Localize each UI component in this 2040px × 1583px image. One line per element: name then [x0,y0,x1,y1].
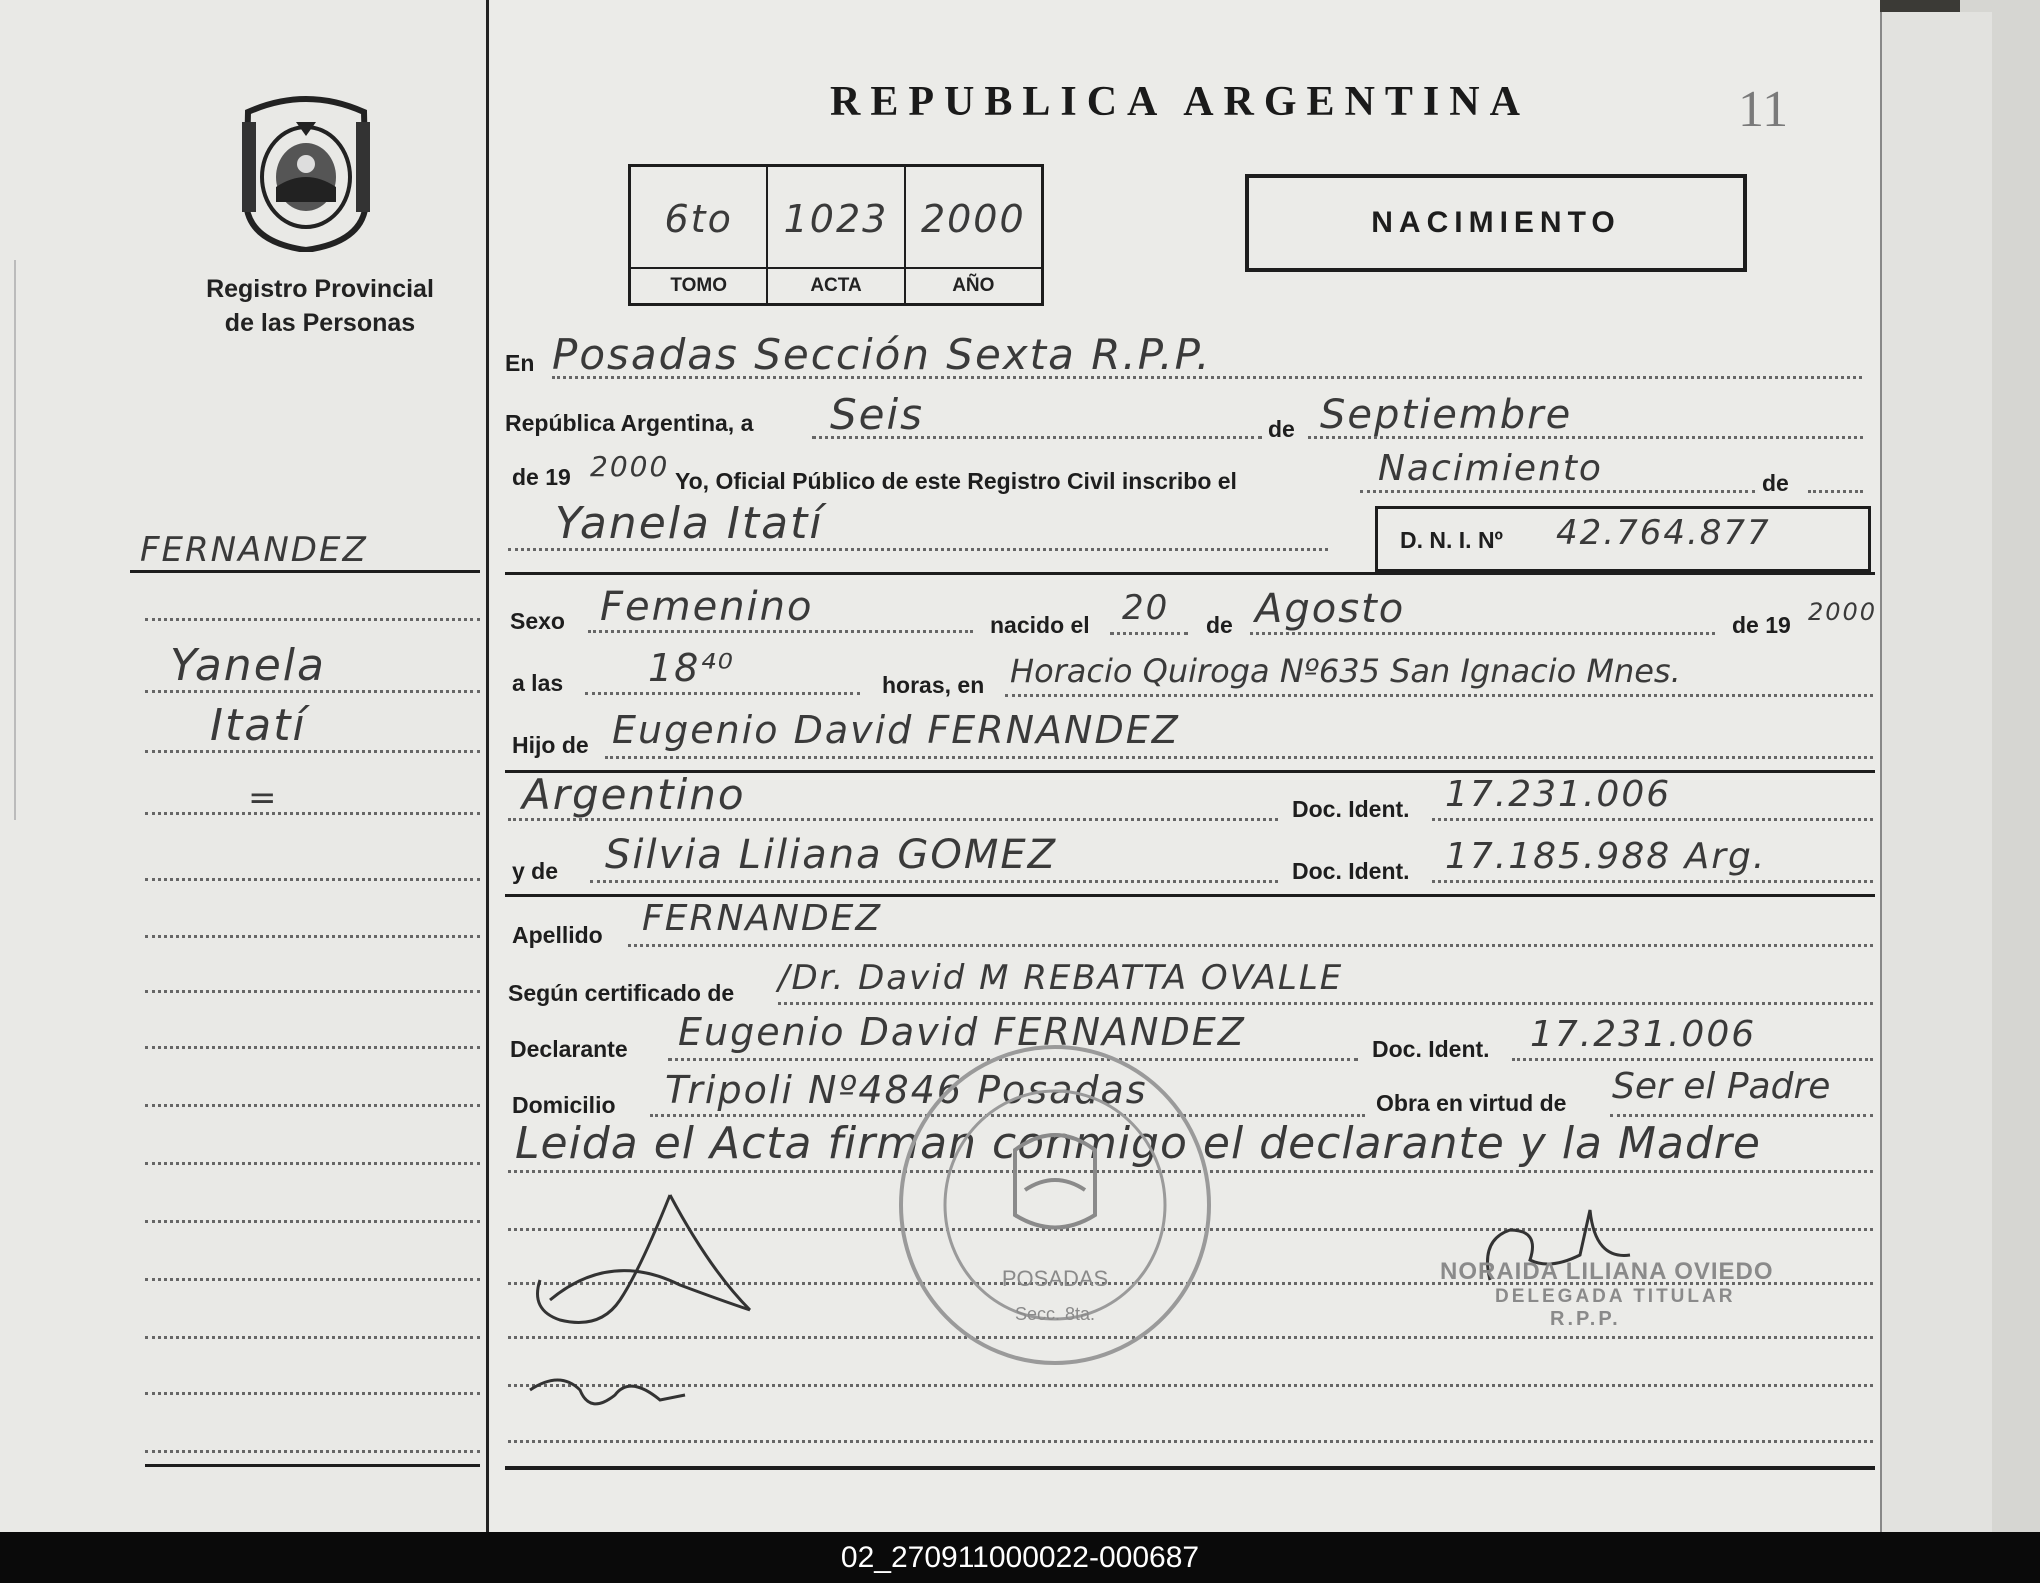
tomo-cell [631,167,768,303]
margin-mark: = [248,778,279,818]
dotted-line [1432,880,1873,883]
dotted-line [145,618,480,621]
de-label-3: de [1206,612,1233,638]
dotted-line [778,1002,1873,1005]
event-value: Nacimiento [1378,448,1603,489]
declarante-label: Declarante [510,1036,628,1062]
acta-cell [768,167,905,303]
declarante-value: Eugenio David FERNANDEZ [678,1010,1246,1054]
acta-label: ACTA [768,267,903,303]
dotted-line [145,1392,480,1395]
dotted-line [1808,490,1863,493]
republica-label: República Argentina, a [505,410,754,436]
apellido-value: FERNANDEZ [642,898,883,939]
sexo-label: Sexo [510,608,565,634]
mother-doc-value: 17.185.988 Arg. [1445,836,1767,877]
father-doc-value: 17.231.006 [1445,774,1672,815]
page-fold [486,0,489,1532]
dotted-line [628,944,1873,947]
certificate-value: /Dr. David M REBATTA OVALLE [778,958,1344,998]
nacido-label: nacido el [990,612,1090,638]
birth-time-value: 18⁴⁰ [648,646,735,690]
y-de-label: y de [512,858,559,884]
dotted-line [812,436,1262,439]
birth-place-value: Horacio Quiroga Nº635 San Ignacio Mnes. [1010,652,1681,690]
doc-label-2: Doc. Ident. [1292,858,1410,884]
next-page-edge [1880,12,1992,1532]
document-title: REPUBLICA ARGENTINA [830,79,1530,125]
apellido-label: Apellido [512,922,603,948]
dotted-line [145,1162,480,1165]
margin-name-2: Itatí [210,700,307,751]
hijo-label: Hijo de [512,732,589,758]
dotted-line [145,1046,480,1049]
image-code-bar [0,1532,2040,1583]
dotted-line [552,376,1862,379]
registry-line-1: Registro Provincial [206,275,434,303]
divider [130,570,480,573]
dotted-line [590,880,1278,883]
divider [505,1466,1875,1470]
margin-name-1: Yanela [170,640,326,691]
domicilio-label: Domicilio [512,1092,616,1118]
dotted-line [145,935,480,938]
anio-cell [906,167,1041,303]
dotted-line [1308,436,1863,439]
dotted-line [585,692,860,695]
father-value: Eugenio David FERNANDEZ [612,708,1180,752]
dotted-line [508,1440,1873,1443]
a-las-label: a las [512,670,564,696]
anio-value: 2000 [920,197,1026,241]
dotted-line [145,1220,480,1223]
de-label: de [1268,416,1295,442]
provincial-emblem-icon [236,92,376,252]
tomo-label: TOMO [631,267,766,303]
doc-label-3: Doc. Ident. [1372,1036,1490,1062]
mother-value: Silvia Liliana GOMEZ [605,832,1058,878]
dni-value: 42.764.877 [1556,513,1771,553]
de-19-label-2: de 19 [1732,612,1791,638]
official-title: DELEGADA TITULAR [1495,1286,1736,1307]
dotted-line [1610,1114,1873,1117]
declarant-signature-icon [520,1190,780,1430]
dni-label: D. N. I. Nº [1400,527,1503,553]
seal-section: Secc. 8ta. [1014,1304,1096,1324]
declarante-doc-value: 17.231.006 [1530,1014,1757,1055]
horas-label: horas, en [882,672,985,698]
seal-city: POSADAS [1001,1266,1109,1291]
binding-thread [14,260,24,820]
domicilio-value: Tripoli Nº4846 Posadas [665,1068,1148,1112]
father-nationality-value: Argentino [522,770,746,819]
dotted-line [145,990,480,993]
image-code: 02_270911000022-000687 [840,1541,1200,1574]
dotted-line [508,548,1328,551]
place-value: Posadas Sección Sexta R.P.P. [552,330,1212,379]
dotted-line [145,812,480,815]
dotted-line [1250,632,1715,635]
day-value: Seis [830,390,925,439]
obra-label: Obra en virtud de [1376,1090,1567,1116]
dotted-line [605,756,1873,759]
closing-text: Leida el Acta firman conmigo el declarante y la Madre [515,1118,1762,1169]
official-seal-icon [895,1040,1215,1370]
dotted-line [145,690,480,693]
divider [505,894,1875,897]
dotted-line [588,630,973,633]
dotted-line [508,818,1278,821]
acta-value: 1023 [783,197,889,241]
dotted-line [1512,1058,1873,1061]
doc-label: Doc. Ident. [1292,796,1410,822]
sexo-value: Femenino [600,584,814,630]
month-value: Septiembre [1320,392,1573,438]
registry-line-2: de las Personas [224,309,416,337]
dotted-line [145,1450,480,1453]
dni-box [1375,506,1871,572]
dotted-line [1432,818,1873,821]
registry-name [175,272,465,340]
dotted-line [145,1336,480,1339]
birth-day-value: 20 [1122,588,1170,628]
official-name: NORAIDA LILIANA OVIEDO [1440,1258,1774,1285]
margin-surname: FERNANDEZ [140,530,368,570]
birth-year-value: 2000 [1808,598,1878,626]
dotted-line [1005,694,1873,697]
en-label: En [505,350,535,376]
anio-label: AÑO [906,267,1041,303]
dotted-line [145,1104,480,1107]
left-margin-page [0,0,490,1532]
dotted-line [145,878,480,881]
dotted-line [145,750,480,753]
de-19-label: de 19 [512,464,571,490]
year-value: 2000 [590,450,670,483]
segun-label: Según certificado de [508,980,735,1006]
child-name-value: Yanela Itatí [555,498,824,549]
dotted-line [1110,632,1188,635]
tomo-value: 6to [664,197,733,241]
divider [505,572,1875,575]
dotted-line [1360,490,1755,493]
obra-value: Ser el Padre [1612,1066,1831,1107]
act-type-box: NACIMIENTO [1245,174,1747,272]
official-stamp [1440,1258,1774,1331]
yo-label: Yo, Oficial Público de este Registro Civil inscribo el [675,468,1237,494]
dotted-line [145,1278,480,1281]
divider [145,1464,480,1467]
record-id-box [628,164,1044,306]
official-org: R.P.P. [1550,1308,1621,1330]
birth-month-value: Agosto [1255,586,1406,632]
page-number: 11 [1738,81,1789,138]
de-label-2: de [1762,470,1789,496]
